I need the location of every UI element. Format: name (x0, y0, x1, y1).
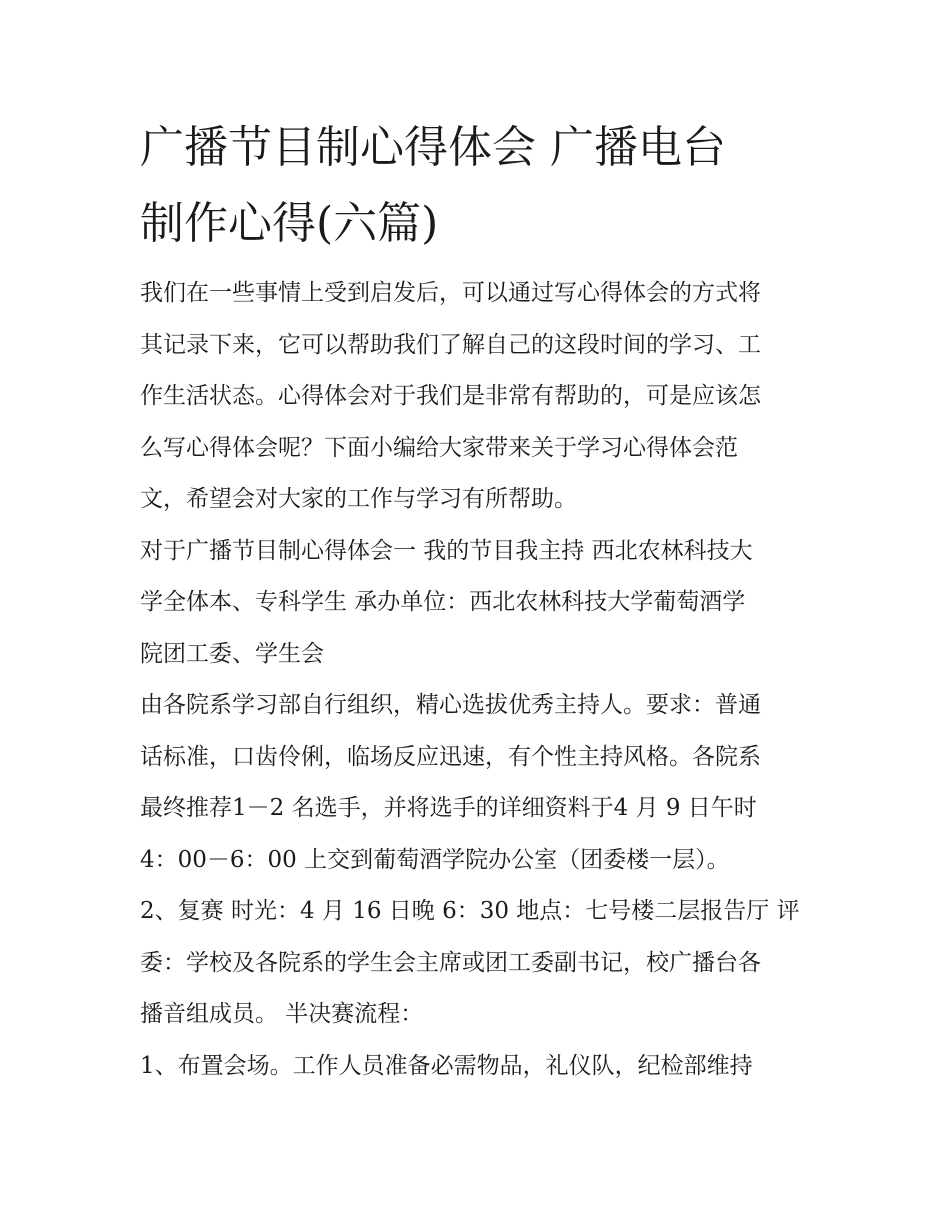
text-line: 对于广播节目制心得体会一 我的节目我主持 西北农林科技大 (140, 537, 753, 564)
page-title (140, 110, 820, 262)
text-line: 作生活状态。心得体会对于我们是非常有帮助的，可是应该怎 (140, 383, 761, 409)
text-line: 我们在一些事情上受到启发后，可以通过写心得体会的方式将 (140, 280, 761, 306)
text-line: 话标准，口齿伶俐，临场反应迅速，有个性主持风格。各院系 (140, 743, 761, 770)
text-line: 播音组成员。 半决赛流程： (140, 1001, 424, 1027)
text-line: 么写心得体会呢？下面小编给大家带来关于学习心得体会范 (140, 434, 738, 461)
process-paragraph (140, 1041, 820, 1093)
intro-paragraph (140, 268, 820, 526)
text-line: 4：00－6：00 上交到葡萄酒学院办公室（团委楼一层）。 (140, 846, 730, 873)
text-line: 1、布置会场。工作人员准备必需物品，礼仪队，纪检部维持 (140, 1052, 753, 1079)
selection-paragraph (140, 680, 820, 886)
rematch-paragraph (140, 886, 820, 1041)
text-line: 其记录下来，它可以帮助我们了解自己的这段时间的学习、工 (140, 331, 761, 358)
title-line: 制作心得(六篇) (140, 198, 439, 249)
text-line: 院团工委、学生会 (140, 640, 324, 667)
section-one-paragraph (140, 526, 820, 681)
text-line: 由各院系学习部自行组织，精心选拔优秀主持人。要求：普通 (140, 692, 761, 718)
text-line: 最终推荐1－2 名选手，并将选手的详细资料于4 月 9 日午时 (140, 795, 757, 821)
text-line: 委：学校及各院系的学生会主席或团工委副书记，校广播台各 (140, 949, 761, 976)
document-body (140, 110, 820, 1092)
text-line: 2、复赛 时光：4 月 16 日晚 6：30 地点：七号楼二层报告厅 评 (140, 898, 800, 924)
text-line: 学全体本、专科学生 承办单位：西北农林科技大学葡萄酒学 (140, 589, 746, 615)
title-line: 广播节目制心得体会 广播电台 (140, 122, 726, 173)
text-line: 文，希望会对大家的工作与学习有所帮助。 (140, 486, 577, 512)
